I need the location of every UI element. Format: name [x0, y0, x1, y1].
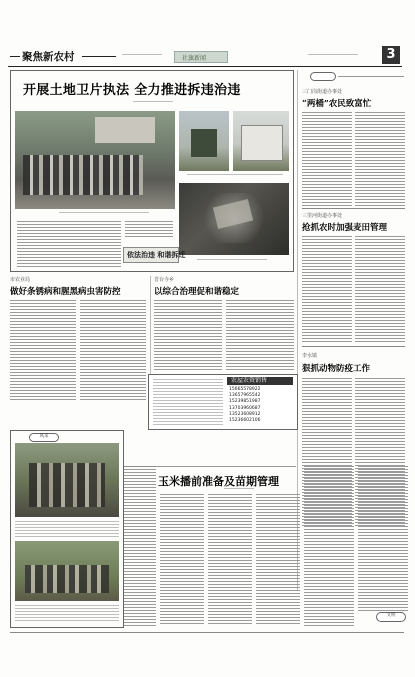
header-meta — [122, 54, 162, 57]
right-body-1a — [302, 112, 352, 206]
lead-byline — [133, 101, 173, 104]
middle-left-headline: 做好条锈病和腥黑病虫害防控 — [10, 287, 121, 297]
feature-photo-1 — [15, 443, 119, 517]
bottom-body-3 — [208, 494, 252, 626]
ad-phone: 15236602106 — [229, 418, 261, 424]
lead-photo-officials — [15, 111, 175, 209]
right-label-1: 三门岗街道办事处 — [302, 89, 343, 95]
page-number: 3 — [386, 47, 396, 62]
right-headline-2: 抢抓农时加强麦田管理 — [302, 223, 388, 233]
ad-phone: 15239851987 — [229, 399, 261, 405]
header-date — [308, 54, 358, 57]
middle-left-story — [10, 276, 146, 416]
ad-phone: 13703960687 — [229, 405, 261, 411]
lead-photo-building — [179, 111, 229, 171]
lead-caption-small — [187, 174, 283, 177]
bottom-headline: 玉米播前准备及苗期管理 — [158, 475, 279, 488]
lead-caption-excavator — [197, 259, 267, 262]
bottom-body-6 — [358, 466, 408, 612]
ad-text — [153, 379, 223, 425]
section-title: 聚焦新农村 — [22, 51, 75, 63]
middle-left-body-a — [10, 300, 76, 402]
header-left-rule — [10, 56, 20, 57]
feature-caption-2 — [15, 605, 119, 621]
lead-story — [10, 70, 294, 272]
bottom-body-2 — [160, 494, 204, 626]
masthead-label: 社旗新闻 — [182, 55, 207, 62]
lead-slogan: 依法治违 和谐拆迁 — [127, 250, 186, 259]
right-body-1b — [355, 112, 405, 206]
middle-right-body-b — [226, 300, 294, 370]
advertisement — [148, 374, 298, 430]
lead-body-text — [17, 221, 121, 267]
middle-left-body-b — [80, 300, 146, 402]
footer-pill: 文明 — [376, 612, 406, 622]
bottom-byline — [224, 488, 254, 491]
ad-phones — [229, 387, 291, 427]
bottom-body-4 — [256, 494, 300, 626]
ad-phone: 13657965542 — [229, 393, 261, 399]
middle-left-label: 市农业局 — [10, 277, 31, 283]
right-column-pill — [310, 72, 336, 81]
ad-phone: 15665578922 — [229, 387, 261, 392]
bottom-body-5 — [304, 466, 354, 626]
right-label-3: 李水镇 — [302, 353, 318, 359]
right-body-2a — [302, 236, 352, 344]
right-label-2: 三里河街道办事处 — [302, 213, 343, 219]
feature-photo-2 — [15, 541, 119, 601]
right-headline-3: 狠抓动物防疫工作 — [302, 364, 371, 374]
lead-photo-excavator — [179, 183, 289, 255]
right-body-2b — [355, 236, 405, 344]
page-number-box — [382, 46, 400, 64]
middle-right-label: 晋台寺乡 — [154, 277, 175, 283]
header-right-rule — [82, 56, 116, 57]
header-bottom-rule — [8, 66, 402, 67]
photo-feature — [10, 430, 124, 628]
ad-phone: 13523608912 — [229, 411, 261, 417]
middle-right-body-a — [154, 300, 222, 370]
middle-right-story — [154, 276, 294, 374]
right-headline-1: “两桶”农民致富忙 — [302, 99, 372, 109]
lead-photo-caption — [59, 212, 149, 215]
lead-headline: 开展土地卫片执法 全力推进拆违治违 — [23, 83, 241, 98]
middle-right-headline: 以综合治理促和谐稳定 — [154, 287, 240, 297]
ad-title-box — [227, 377, 293, 385]
bottom-story — [124, 466, 410, 630]
feature-caption-1 — [15, 521, 119, 537]
bottom-body-1 — [124, 466, 156, 626]
masthead-logo — [174, 51, 228, 63]
lead-slogan-box — [123, 247, 186, 263]
photo-feature-pill: 风采 — [29, 433, 59, 442]
ad-title: 农屋农资销售 — [231, 377, 268, 384]
lead-photo-house — [233, 111, 289, 171]
lead-body-text-2 — [125, 221, 173, 239]
page-header — [8, 48, 410, 64]
